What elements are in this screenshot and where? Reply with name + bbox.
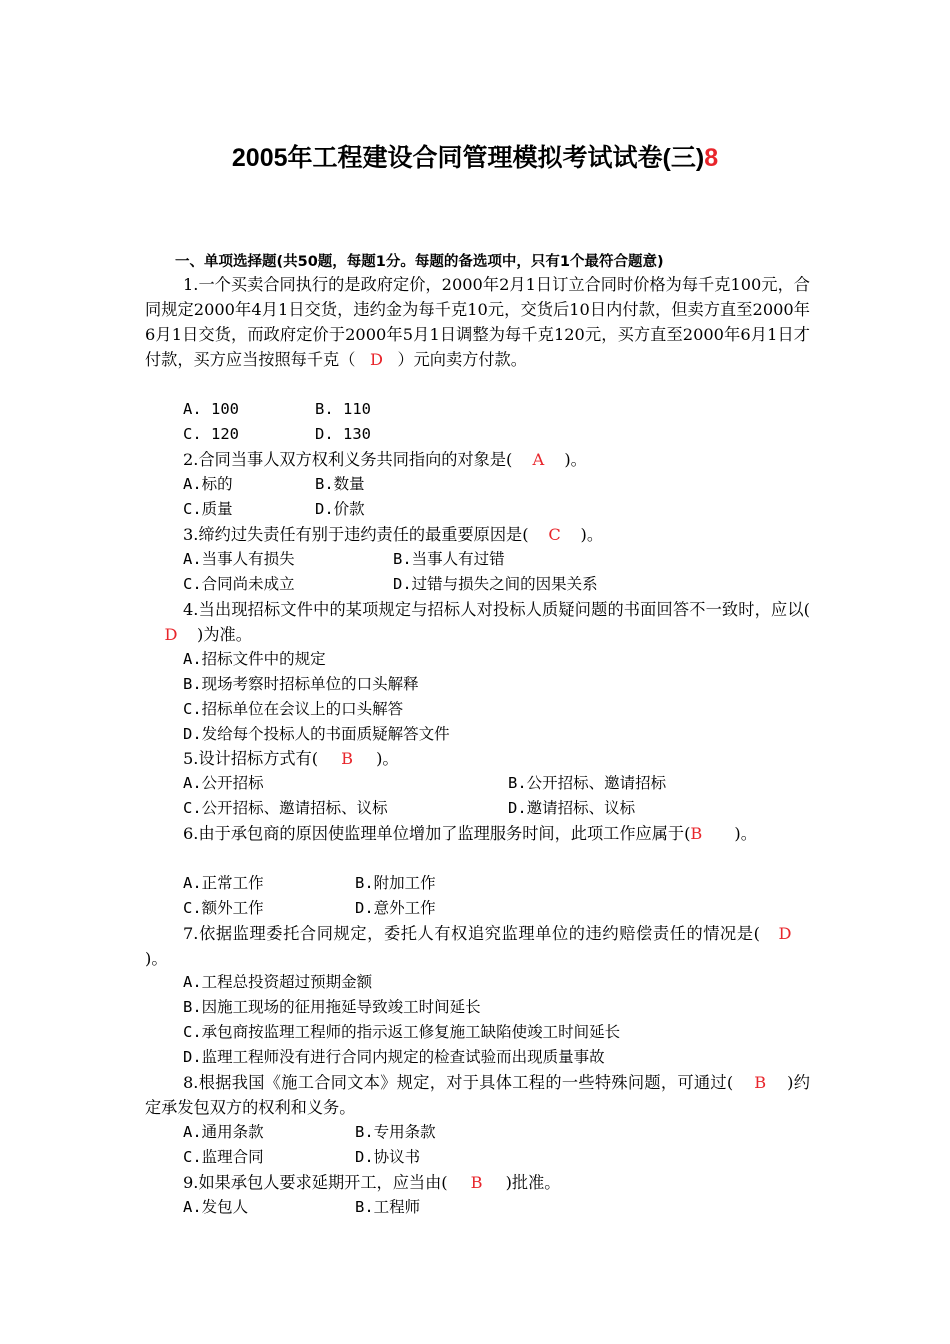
answer-mark: A [532, 450, 545, 469]
question-stem-end: )。 [376, 749, 399, 768]
question-stem-end: )。 [145, 949, 168, 968]
option-c: C.额外工作 [183, 899, 264, 917]
option-b: B.数量 [315, 475, 365, 493]
option-d: D. 130 [315, 425, 371, 443]
question-stem-end: )为准。 [197, 625, 252, 644]
option-b: B.现场考察时招标单位的口头解释 [183, 675, 419, 693]
answer-mark: B [690, 824, 703, 843]
question-3 [145, 522, 810, 547]
question-stem: 由于承包商的原因使监理单位增加了监理服务时间，此项工作应属于( [198, 824, 691, 843]
option-a: A.正常工作 [183, 874, 264, 892]
question-stem: 一个买卖合同执行的是政府定价，2000年2月1日订立合同时价格为每千克100元，合同规定2000年4月1日交货，违约金为每千克10元，交货后10日内付款，但卖方直至2000年6月1日交货，而政府定价于2000年5月1日调整为每千克120元，买方直至2000年6月1日才付款，买方应当按照每千克（ [145, 275, 810, 369]
question-stem-end: )。 [564, 450, 587, 469]
question-stem-end: )约定承发包双方的权利和义务。 [145, 1073, 810, 1117]
question-stem-end: )。 [734, 824, 757, 843]
question-stem: 合同当事人双方权利义务共同指向的对象是( [198, 450, 513, 469]
question-stem: 当出现招标文件中的某项规定与招标人对投标人质疑问题的书面回答不一致时，应以( [198, 600, 810, 619]
answer-mark: B [470, 1173, 483, 1192]
option-b: B.公开招标、邀请招标 [508, 774, 667, 792]
option-b: B.专用条款 [355, 1123, 436, 1141]
question-9 [145, 1170, 810, 1195]
option-d: D.价款 [315, 500, 365, 518]
question-number: 8. [183, 1073, 199, 1092]
answer-mark: B [754, 1073, 767, 1092]
option-d: D.监理工程师没有进行合同内规定的检查试验而出现质量事故 [183, 1048, 605, 1066]
option-c: C. 120 [183, 425, 239, 443]
option-b: B.因施工现场的征用拖延导致竣工时间延长 [183, 998, 481, 1016]
question-number: 4. [183, 600, 199, 619]
answer-mark: D [369, 350, 383, 369]
question-stem-end: )批准。 [505, 1173, 561, 1192]
option-a: A.工程总投资超过预期金额 [183, 973, 373, 991]
question-8 [145, 1070, 810, 1120]
option-a: A. 100 [183, 400, 239, 418]
question-2 [145, 447, 810, 472]
option-d: D.协议书 [355, 1148, 421, 1166]
question-stem: 如果承包人要求延期开工，应当由( [198, 1173, 448, 1192]
option-a: A.当事人有损失 [183, 550, 295, 568]
option-c: C.承包商按监理工程师的指示返工修复施工缺陷使竣工时间延长 [183, 1023, 621, 1041]
question-number: 3. [183, 525, 199, 544]
question-4 [145, 597, 810, 647]
answer-mark: D [164, 625, 178, 644]
document-title [0, 138, 950, 174]
option-c: C.监理合同 [183, 1148, 264, 1166]
option-a: A.发包人 [183, 1198, 249, 1216]
question-stem: 依据监理委托合同规定，委托人有权追究监理单位的违约赔偿责任的情况是( [198, 924, 760, 943]
option-a: A.招标文件中的规定 [183, 650, 326, 668]
option-d: D.发给每个投标人的书面质疑解答文件 [183, 725, 450, 743]
question-number: 5. [183, 749, 199, 768]
question-stem: 设计招标方式有( [198, 749, 319, 768]
option-c: C.质量 [183, 500, 233, 518]
option-c: C.合同尚未成立 [183, 575, 295, 593]
option-a: A.通用条款 [183, 1123, 264, 1141]
question-number: 2. [183, 450, 199, 469]
option-a: A.标的 [183, 475, 233, 493]
option-b: B.附加工作 [355, 874, 436, 892]
question-number: 9. [183, 1173, 199, 1192]
question-stem: 根据我国《施工合同文本》规定，对于具体工程的一些特殊问题，可通过( [198, 1073, 734, 1092]
question-6 [145, 821, 810, 846]
question-stem-end: ）元向卖方付款。 [397, 350, 527, 369]
option-c: C.招标单位在会议上的口头解答 [183, 700, 404, 718]
option-b: B.当事人有过错 [393, 550, 505, 568]
title-text: 2005年工程建设合同管理模拟考试试卷(三) [231, 144, 705, 172]
answer-mark: D [778, 924, 792, 943]
question-number: 7. [183, 924, 199, 943]
section-heading: 一、单项选择题(共50题，每题1分。每题的备选项中，只有1个最符合题意) [175, 254, 664, 270]
option-d: D.邀请招标、议标 [508, 799, 636, 817]
question-5 [145, 746, 810, 771]
option-b: B. 110 [315, 400, 371, 418]
question-stem: 缔约过失责任有别于违约责任的最重要原因是( [198, 525, 529, 544]
question-1 [145, 272, 810, 372]
question-stem-end: )。 [580, 525, 604, 544]
question-number: 1. [183, 275, 199, 294]
option-c: C.公开招标、邀请招标、议标 [183, 799, 388, 817]
question-7 [145, 921, 810, 971]
option-a: A.公开招标 [183, 774, 264, 792]
answer-mark: B [341, 749, 354, 768]
question-number: 6. [183, 824, 199, 843]
option-d: D.过错与损失之间的因果关系 [393, 575, 598, 593]
title-suffix: 8 [704, 144, 719, 172]
option-b: B.工程师 [355, 1198, 421, 1216]
answer-mark: C [548, 525, 561, 544]
option-d: D.意外工作 [355, 899, 436, 917]
